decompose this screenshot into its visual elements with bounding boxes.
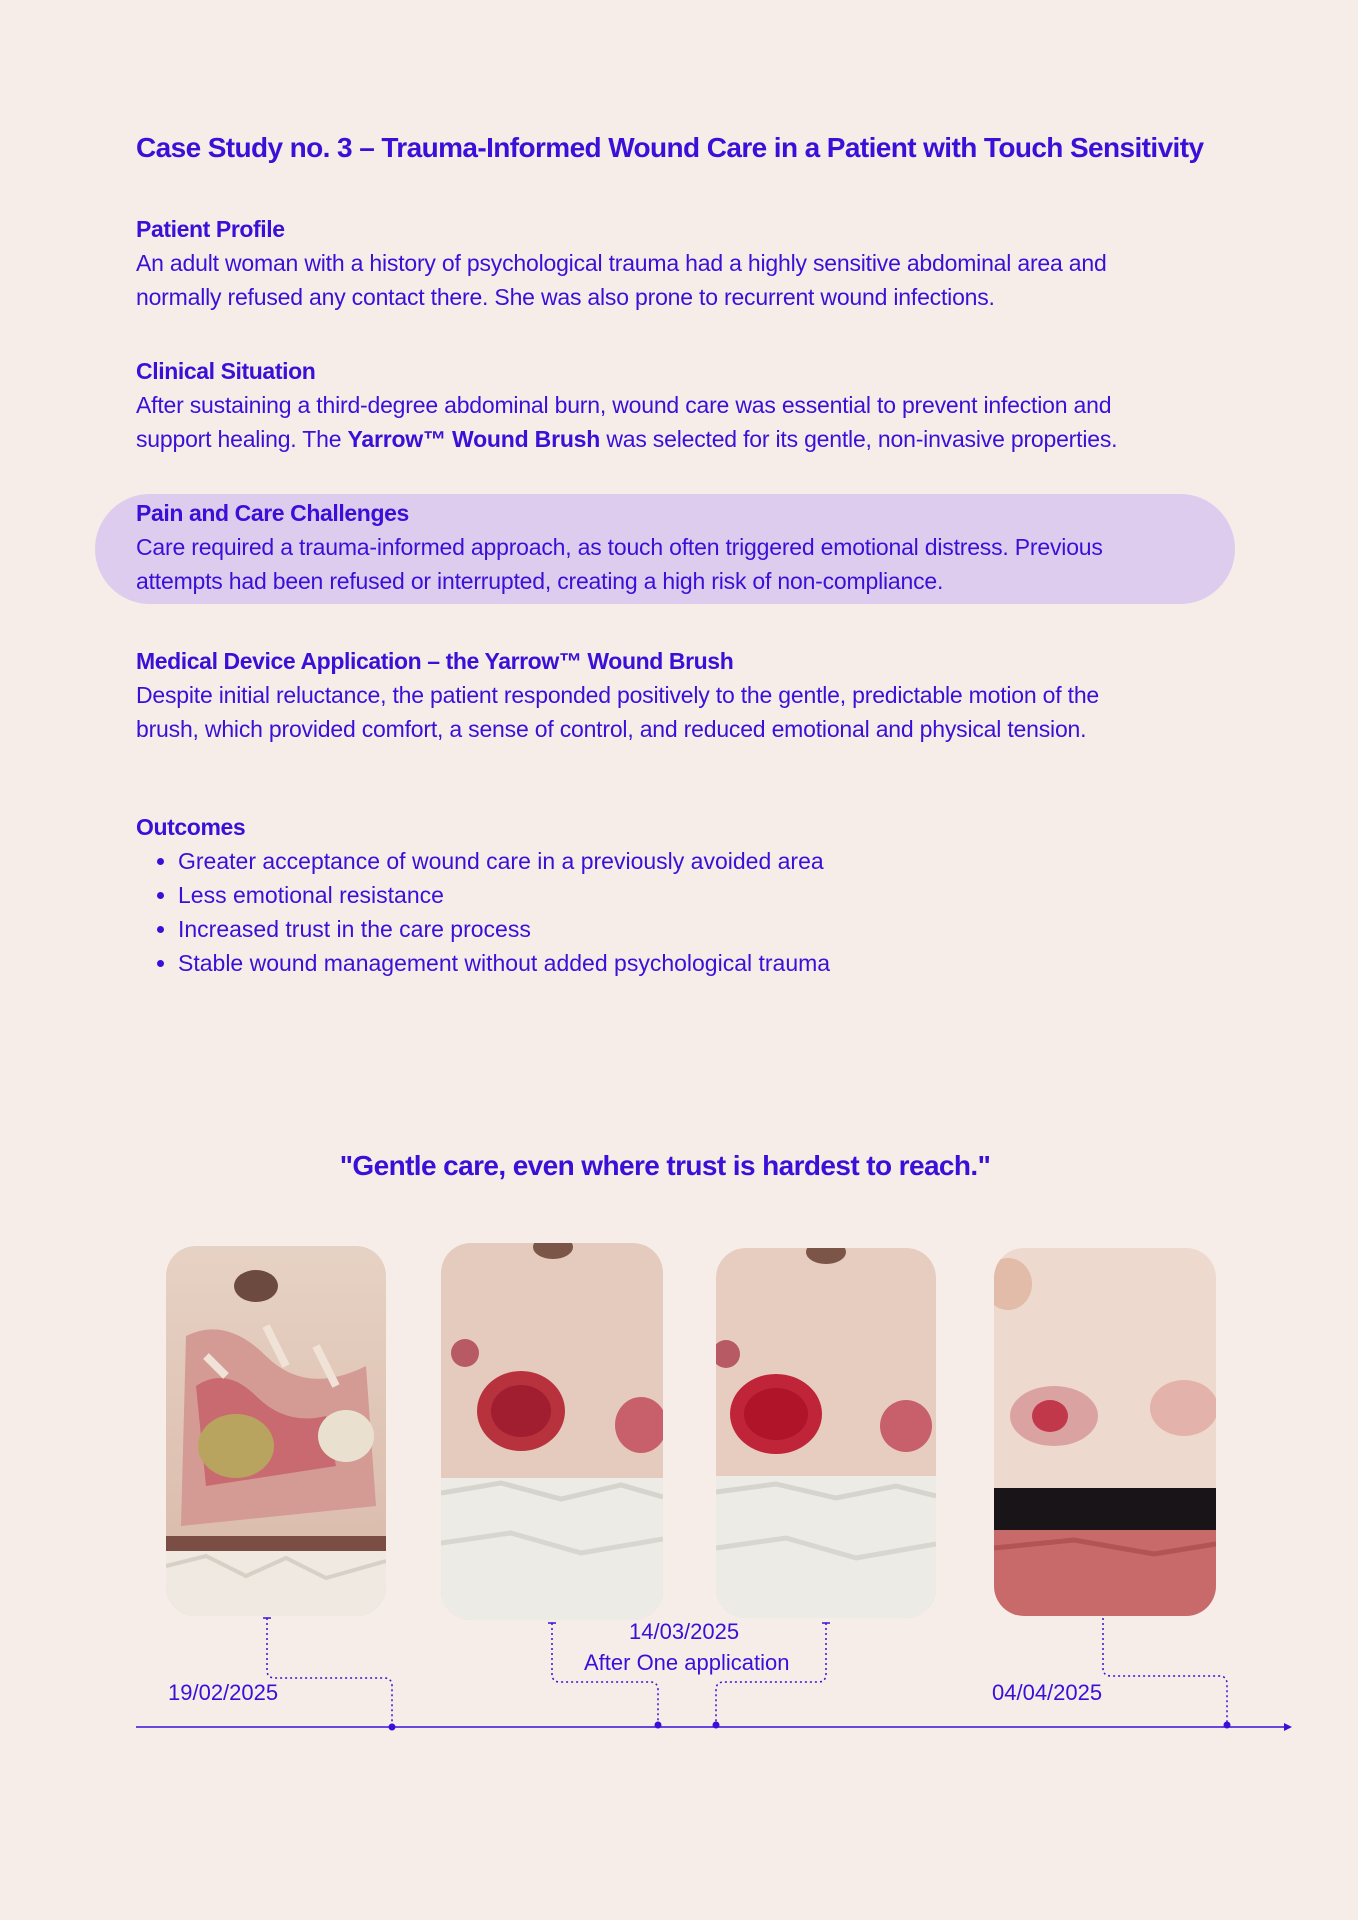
timeline-arrow-head — [1284, 1723, 1292, 1731]
timeline-point-2 — [655, 1722, 662, 1729]
timeline-point-3 — [713, 1722, 720, 1729]
device-application-heading: Medical Device Application – the Yarrow™ Wound Brush — [136, 648, 734, 674]
connector-photo-1 — [267, 1618, 392, 1727]
pain-challenges-heading: Pain and Care Challenges — [136, 500, 409, 526]
outcome-item: • Increased trust in the care process — [178, 912, 1236, 946]
quote: "Gentle care, even where trust is hardest to reach." — [339, 1150, 991, 1181]
date-label-2: 14/03/2025 — [629, 1619, 740, 1644]
clinical-situation-text-post: was selected for its gentle, non-invasive properties. — [600, 426, 1118, 452]
patient-profile-heading: Patient Profile — [136, 216, 285, 242]
device-application-line-1: Despite initial reluctance, the patient responded positively to the gentle, predictable motion of the — [136, 682, 1100, 708]
patient-profile-line-2: normally refused any contact there. She was also prone to recurrent wound infections. — [136, 284, 995, 310]
patient-profile-line-1: An adult woman with a history of psychological trauma had a highly sensitive abdominal area and — [136, 250, 1107, 276]
date-label-1: 19/02/2025 — [168, 1680, 279, 1705]
timeline-point-4 — [1224, 1722, 1231, 1729]
pain-challenges-line-2: attempts had been refused or interrupted, creating a high risk of non-compliance. — [136, 568, 944, 594]
device-application-line-2: brush, which provided comfort, a sense of control, and reduced emotional and physical tension. — [136, 716, 1087, 742]
outcome-item: • Stable wound management without added psychological trauma — [178, 946, 1236, 980]
date-label-3: 04/04/2025 — [992, 1680, 1103, 1705]
outcome-item: • Greater acceptance of wound care in a previously avoided area — [178, 844, 1236, 878]
outcome-item: • Less emotional resistance — [178, 878, 1236, 912]
pain-challenges-line-1: Care required a trauma-informed approach, as touch often triggered emotional distress. Previous — [136, 534, 1103, 560]
product-name: Yarrow™ Wound Brush — [347, 426, 601, 452]
date-note-2: After One application — [584, 1650, 790, 1675]
outcomes-heading: Outcomes — [136, 814, 246, 840]
clinical-situation-heading: Clinical Situation — [136, 358, 316, 384]
timeline-point-1 — [389, 1724, 396, 1731]
clinical-situation-line-1: After sustaining a third-degree abdominal burn, wound care was essential to prevent infection and — [136, 392, 1112, 418]
page-title: Case Study no. 3 – Trauma-Informed Wound Care in a Patient with Touch Sensitivity — [136, 132, 1204, 163]
connector-photo-4 — [1103, 1618, 1227, 1725]
clinical-situation-text-pre: support healing. The — [136, 426, 348, 452]
